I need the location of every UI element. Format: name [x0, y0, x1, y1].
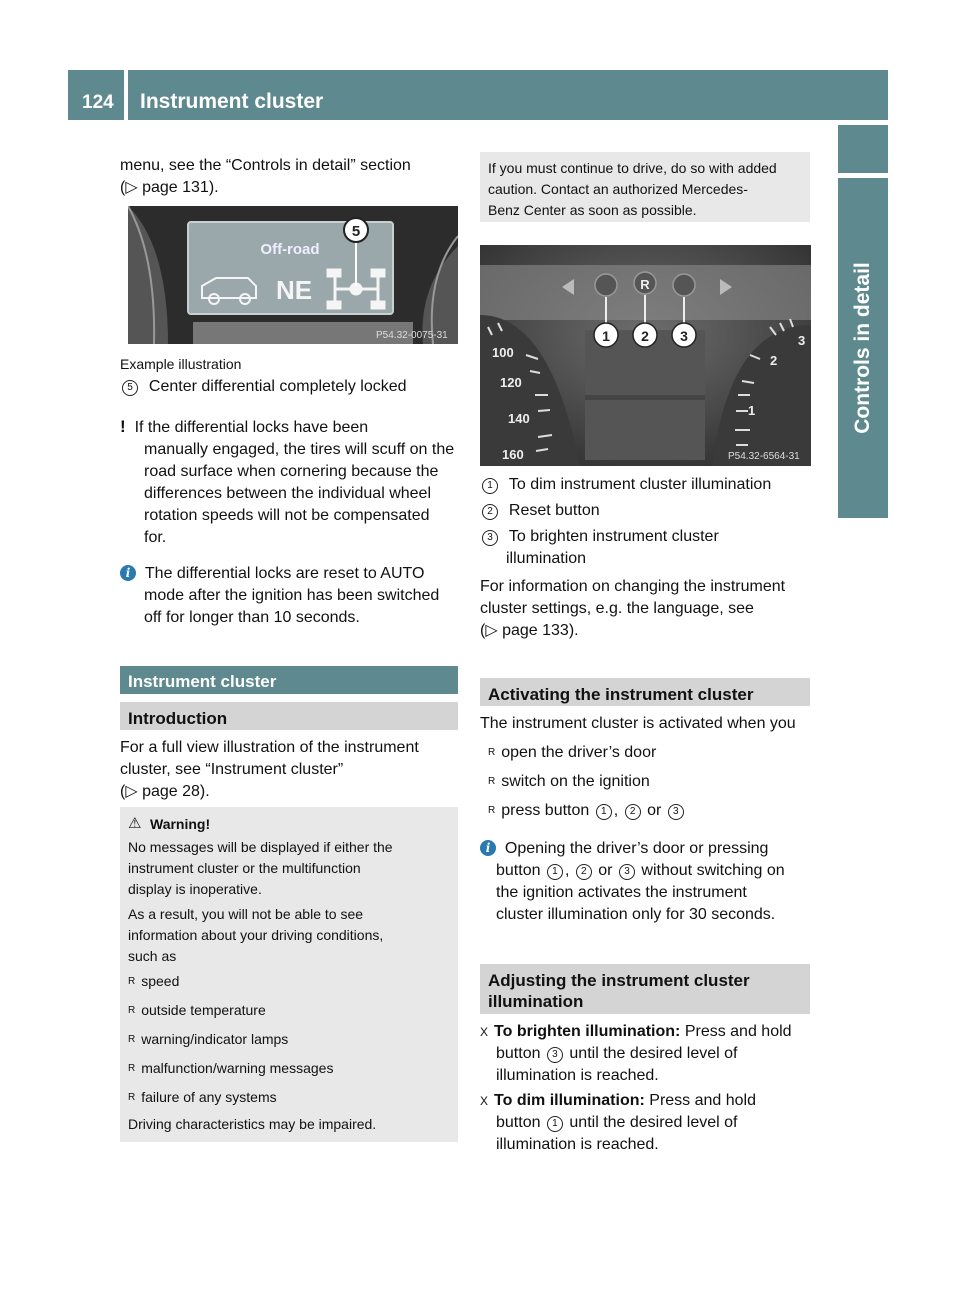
activating-text: The instrument cluster is activated when you R open the driver’s door R switch on the ignition R press button 1 , 2 or 3 — [480, 715, 796, 819]
offroad-illustration — [128, 206, 458, 344]
warning-triangle-icon: ⚠ — [128, 815, 142, 832]
caution-note: ! If the differential locks have been manually engaged, the tires will scuff on the road surface when cornering because the differences between the individual wheel rotation speeds will not be compensated for. — [120, 417, 455, 546]
side-tab-label: Controls in detail — [851, 262, 874, 434]
button-legend: 1 To dim instrument cluster illumination 2 Reset button 3 To brighten instrument cluster illumination — [480, 474, 820, 570]
activating-info: i Opening the driver’s door or pressing button 1 , 2 or 3 without switching on the ignition activates the instrument cluster illumination only for 30 seconds. — [480, 838, 820, 926]
reset-letter: R — [640, 277, 650, 292]
activating-heading: Activating the instrument cluster — [480, 678, 810, 706]
step-dim: X To dim illumination: Press and hold button 1 until the desired level of illumination is reached. — [480, 1092, 756, 1153]
info-icon: i — [120, 565, 136, 581]
legend-5: 5 Center differential completely locked — [120, 376, 460, 398]
step-arrow-icon: X — [480, 1025, 489, 1039]
callout-1: 1 — [602, 328, 610, 344]
info-note: i The differential locks are reset to AUTO mode after the ignition has been switched off for longer than 10 seconds. — [120, 563, 465, 629]
speed-label-160: 160 — [502, 447, 524, 462]
side-tab-marker — [838, 125, 888, 173]
rpm-label-3: 3 — [798, 333, 806, 348]
rpm-label-2: 2 — [770, 353, 778, 368]
instrument-cluster-illustration — [480, 245, 811, 466]
warning-box: ⚠ Warning! No messages will be displayed if either the instrument cluster or the multifunction display is inoperative. As a result, you will not be able to see information about your driving conditions, such as R speed R outside temperature R warning/indicator lamps R malfunction/warning messages R failure of any systems Driving characteristics may be impaired. — [120, 807, 458, 1142]
page-number: 124 — [68, 70, 124, 120]
subsection-heading: Introduction — [120, 702, 458, 730]
callout-2: 2 — [641, 328, 649, 344]
step-arrow-icon: X — [480, 1094, 489, 1108]
info-icon: i — [480, 840, 496, 856]
settings-text: For information on changing the instrument cluster settings, e.g. the language, see (▷ page 133). — [480, 578, 786, 639]
figure-caption: Example illustration — [120, 356, 242, 372]
callout-3: 3 — [680, 328, 688, 344]
step-brighten: X To brighten illumination: Press and hold button 3 until the desired level of illumination is reached. — [480, 1023, 792, 1084]
callout-5: 5 — [351, 223, 361, 240]
figure-code: P54.32-6564-31 — [728, 451, 800, 462]
introduction-text: For a full view illustration of the instrument cluster, see “Instrument cluster” (▷ page 28). — [120, 739, 419, 800]
speed-label-100: 100 — [492, 345, 514, 360]
speed-label-120: 120 — [500, 375, 522, 390]
adjusting-steps — [480, 1021, 820, 1156]
rpm-label-1: 1 — [748, 403, 756, 418]
screen-text: NE — [276, 275, 313, 305]
screen-title: Off-road — [260, 241, 320, 258]
intro-text: menu, see the “Controls in detail” section (▷ page 131). — [120, 157, 411, 196]
exclamation-icon: ! — [120, 417, 126, 436]
figure-code: P54.32-0075-31 — [376, 330, 448, 341]
speed-label-140: 140 — [508, 411, 530, 426]
section-heading: Instrument cluster — [120, 666, 458, 694]
page-title: Instrument cluster — [128, 70, 888, 120]
caution-box: If you must continue to drive, do so with added caution. Contact an authorized Mercedes- Benz Center as soon as possible. — [480, 152, 810, 222]
adjusting-heading: Adjusting the instrument cluster illumination — [480, 964, 810, 1014]
